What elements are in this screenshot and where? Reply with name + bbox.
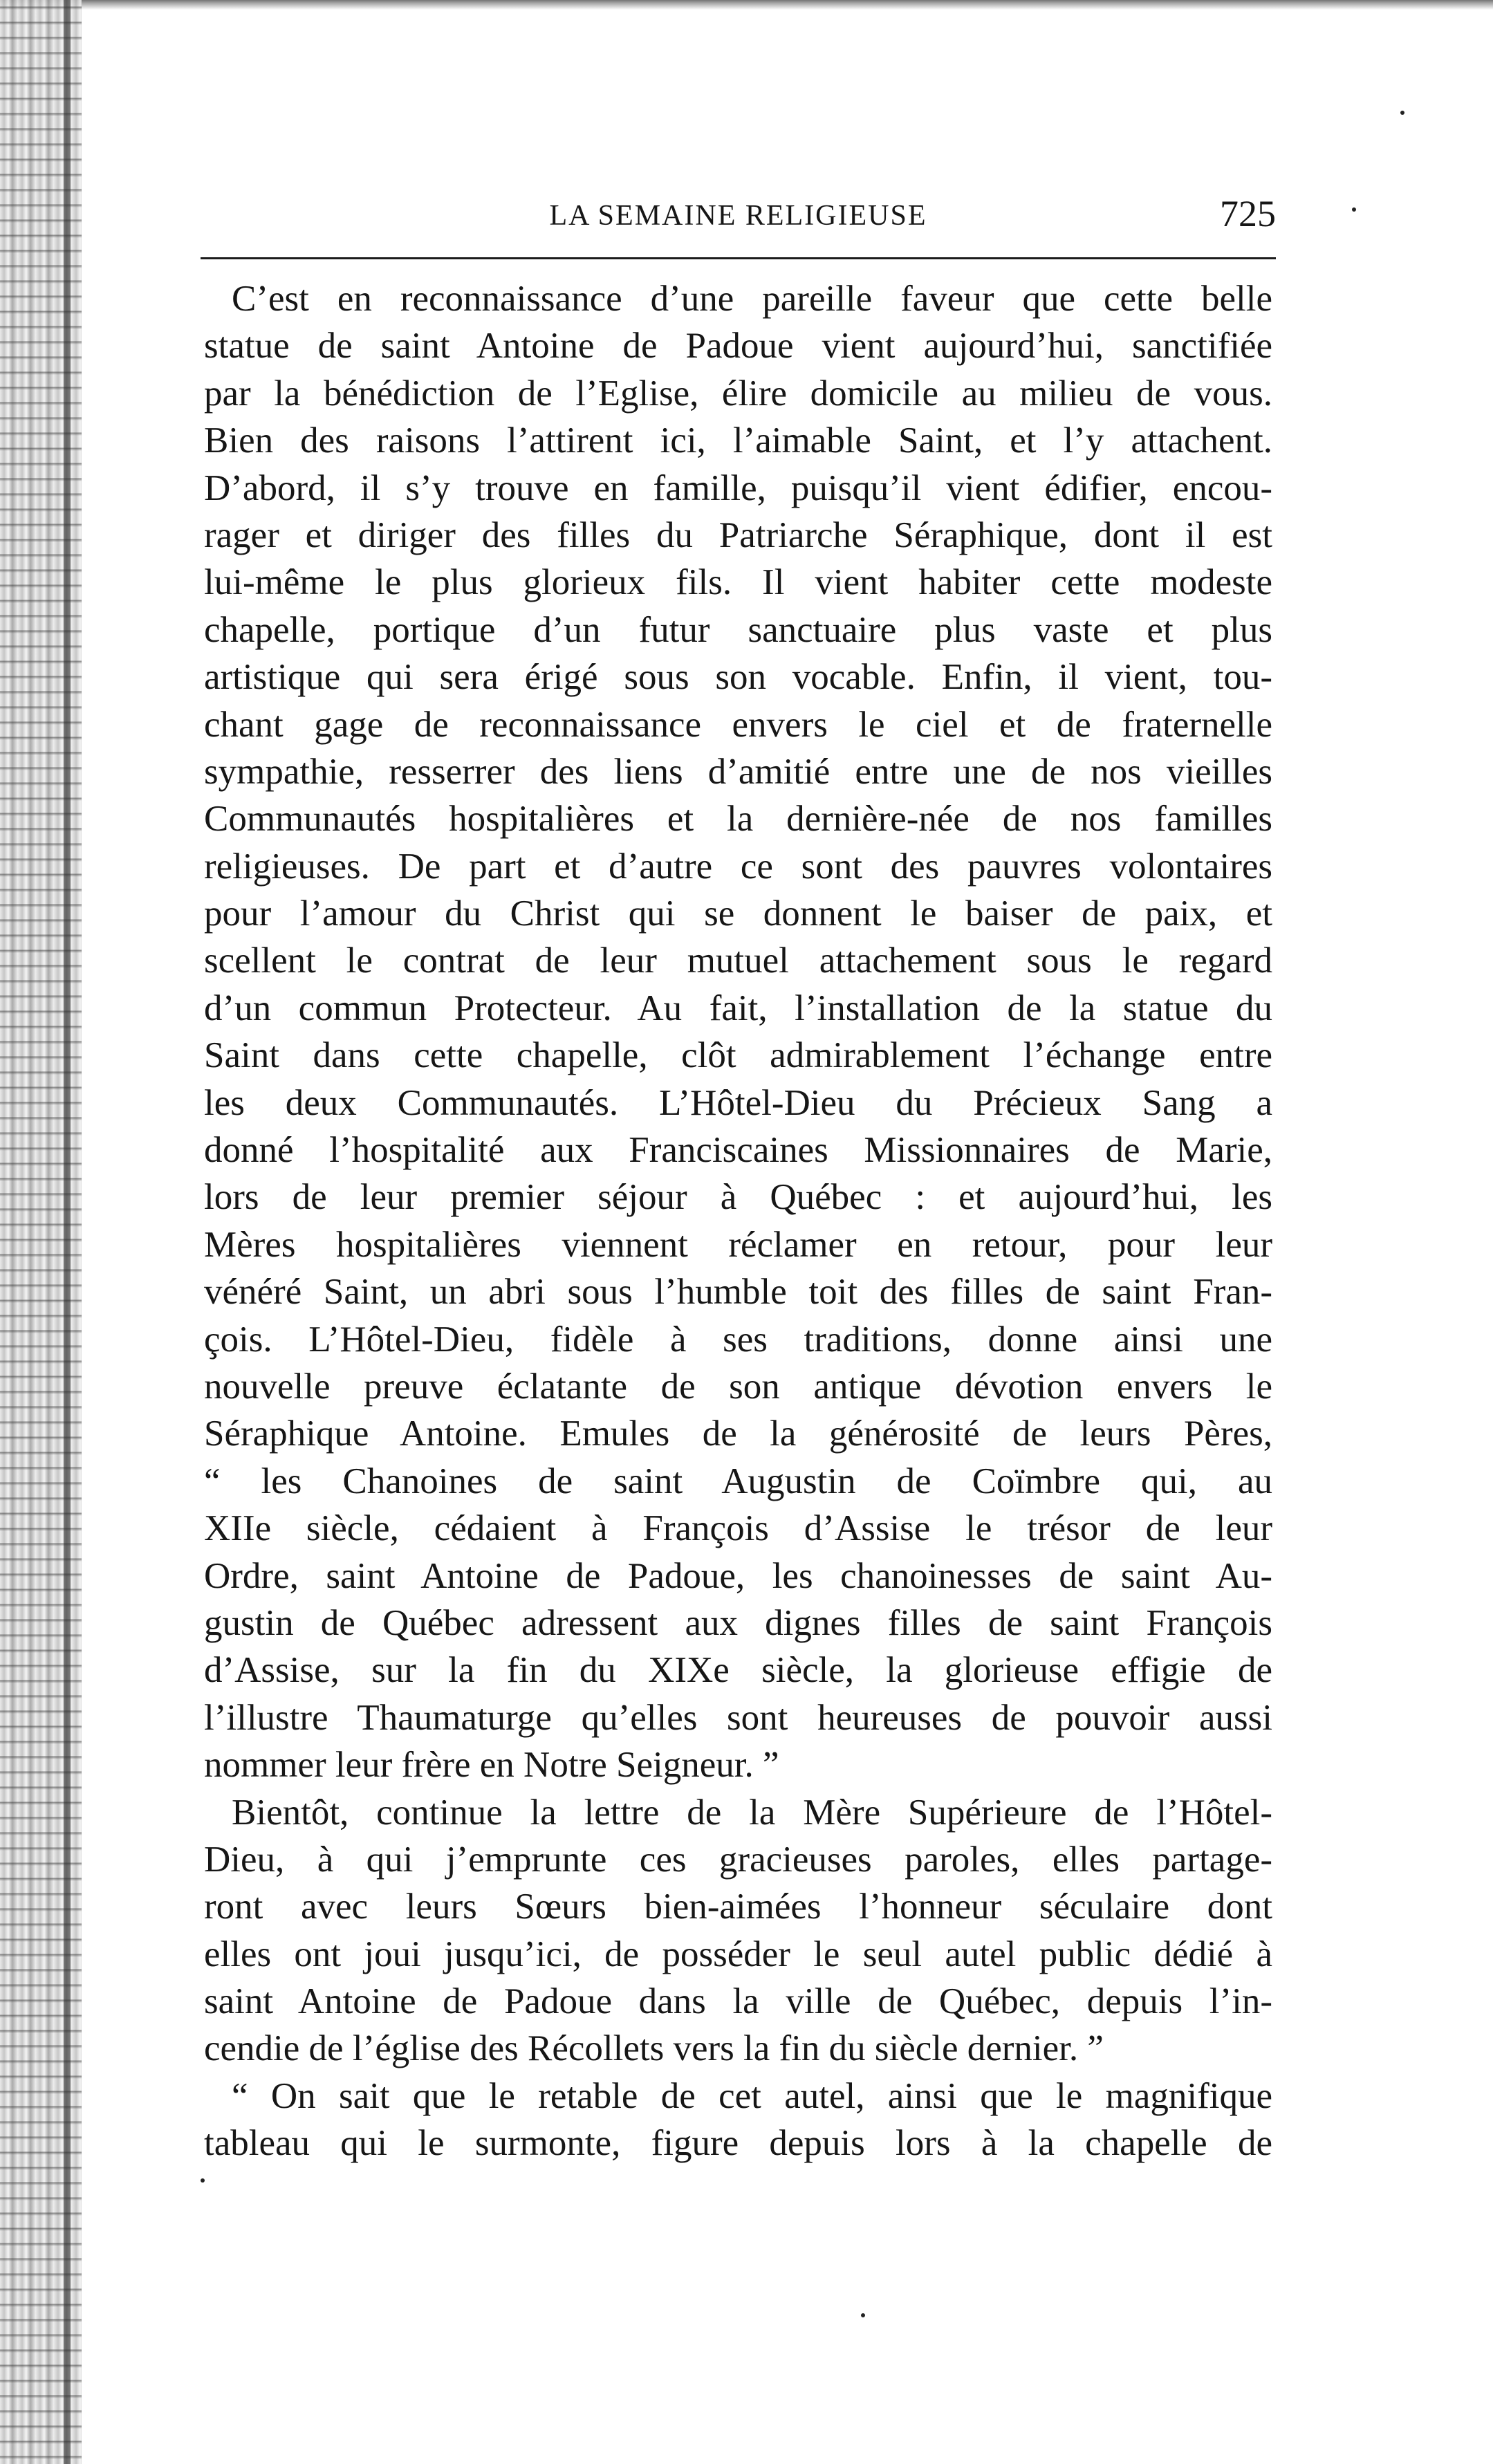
text-line: statue de saint Antoine de Padoue vient aujourd’hui, sanctifiée	[204, 326, 1272, 367]
print-speck	[1400, 111, 1404, 115]
text-line: d’Assise, sur la fin du XIXe siècle, la glorieuse effigie de	[204, 1650, 1272, 1691]
text-line: l’illustre Thaumaturge qu’elles sont heureuses de pouvoir aussi	[204, 1697, 1272, 1738]
text-line: artistique qui sera érigé sous son vocable. Enfin, il vient, tou-	[204, 657, 1272, 698]
text-line: religieuses. De part et d’autre ce sont des pauvres volontaires	[204, 846, 1272, 887]
text-line: Dieu, à qui j’emprunte ces gracieuses paroles, elles partage-	[204, 1839, 1272, 1880]
page-number: 725	[1220, 193, 1276, 234]
text-line: cendie de l’église des Récollets vers la fin du siècle dernier. ”	[204, 2028, 1104, 2069]
running-head: LA SEMAINE RELIGIEUSE	[549, 200, 927, 232]
text-line: vénéré Saint, un abri sous l’humble toit des filles de saint Fran-	[204, 1272, 1272, 1313]
text-line: D’abord, il s’y trouve en famille, puisqu’il vient édifier, encou-	[204, 467, 1272, 508]
text-line: C’est en reconnaissance d’une pareille faveur que cette belle	[232, 279, 1272, 319]
text-line: “ les Chanoines de saint Augustin de Coïmbre qui, au	[204, 1461, 1272, 1501]
text-line: Communautés hospitalières et la dernière-née de nos familles	[204, 799, 1272, 840]
body-text	[204, 275, 1272, 2167]
text-line: chant gage de reconnaissance envers le ciel et de fraternelle	[204, 704, 1272, 745]
print-speck	[861, 2313, 865, 2317]
text-line: XIIe siècle, cédaient à François d’Assise le trésor de leur	[204, 1508, 1272, 1549]
text-line: scellent le contrat de leur mutuel attachement sous le regard	[204, 941, 1272, 981]
print-speck	[201, 2178, 205, 2183]
text-line: çois. L’Hôtel-Dieu, fidèle à ses traditions, donne ainsi une	[204, 1319, 1272, 1360]
text-line: rager et diriger des filles du Patriarche Séraphique, dont il est	[204, 515, 1272, 555]
text-line: par la bénédiction de l’Eglise, élire domicile au milieu de vous.	[204, 373, 1272, 414]
text-line: nouvelle preuve éclatante de son antique dévotion envers le	[204, 1366, 1272, 1407]
text-line: chapelle, portique d’un futur sanctuaire plus vaste et plus	[204, 609, 1272, 650]
header-rule	[201, 257, 1276, 259]
text-line: lui-même le plus glorieux fils. Il vient habiter cette modeste	[204, 562, 1272, 603]
text-line: saint Antoine de Padoue dans la ville de Québec, depuis l’in-	[204, 1981, 1272, 2022]
binding-shadow	[64, 0, 71, 2464]
text-line: tableau qui le surmonte, figure depuis lors à la chapelle de	[204, 2123, 1272, 2164]
text-line: Mères hospitalières viennent réclamer en retour, pour leur	[204, 1224, 1272, 1265]
text-line: pour l’amour du Christ qui se donnent le baiser de paix, et	[204, 893, 1272, 934]
text-line: sympathie, resserrer des liens d’amitié entre une de nos vieilles	[204, 751, 1272, 792]
text-line: lors de leur premier séjour à Québec : et aujourd’hui, les	[204, 1177, 1272, 1218]
text-line: nommer leur frère en Notre Seigneur. ”	[204, 1745, 779, 1786]
text-line: d’un commun Protecteur. Au fait, l’installation de la statue du	[204, 988, 1272, 1028]
page-top-edge	[0, 0, 1493, 10]
print-speck	[1352, 207, 1356, 212]
text-line: les deux Communautés. L’Hôtel-Dieu du Précieux Sang a	[204, 1082, 1272, 1123]
text-line: donné l’hospitalité aux Franciscaines Missionnaires de Marie,	[204, 1130, 1272, 1171]
text-line: Séraphique Antoine. Emules de la générosité de leurs Pères,	[204, 1414, 1272, 1454]
text-line: Ordre, saint Antoine de Padoue, les chanoinesses de saint Au-	[204, 1555, 1272, 1596]
text-line: “ On sait que le retable de cet autel, ainsi que le magnifique	[232, 2075, 1272, 2116]
text-line: ront avec leurs Sœurs bien-aimées l’honneur séculaire dont	[204, 1887, 1272, 1927]
page-header	[201, 192, 1276, 241]
text-line: Bientôt, continue la lettre de la Mère Supérieure de l’Hôtel-	[232, 1792, 1272, 1833]
text-line: gustin de Québec adressent aux dignes filles de saint François	[204, 1602, 1272, 1643]
text-line: Bien des raisons l’attirent ici, l’aimable Saint, et l’y attachent.	[204, 420, 1272, 461]
text-line: Saint dans cette chapelle, clôt admirablement l’échange entre	[204, 1035, 1272, 1076]
text-line: elles ont joui jusqu’ici, de posséder le seul autel public dédié à	[204, 1934, 1272, 1974]
